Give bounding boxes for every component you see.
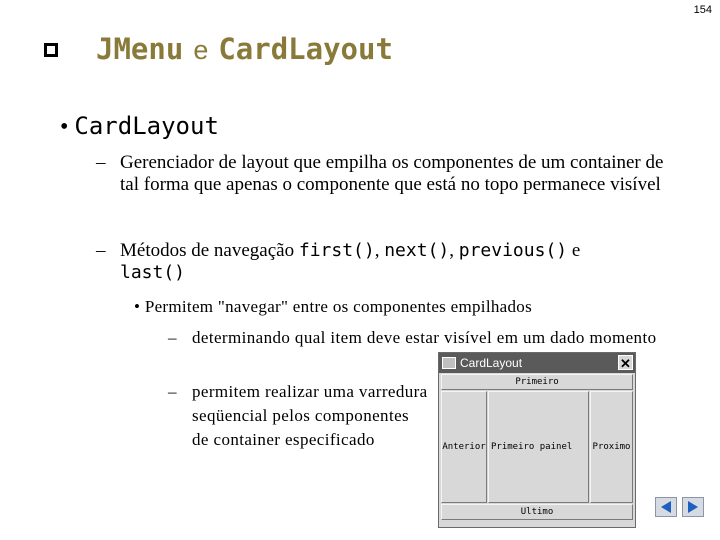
triangle-left-icon [659, 500, 673, 514]
dash: – [168, 382, 177, 401]
item-description-text: Gerenciador de layout que empilha os componentes de um container de tal forma que apenas o componente que está no topo permanece visível [120, 152, 664, 195]
slide-navigation [655, 497, 704, 517]
previous-slide-button[interactable] [655, 497, 677, 517]
title-part2: CardLayout [218, 32, 393, 66]
title-part1: JMenu [96, 32, 184, 66]
item-methods-text [120, 240, 676, 284]
cardlayout-window [438, 352, 636, 528]
method-next: next() [384, 240, 450, 261]
sub-item-2-text: permitem realizar uma varredura seqüencial pelos componentes de container especificado [192, 382, 428, 449]
slide-title [44, 32, 393, 66]
button-north[interactable]: Primeiro [441, 374, 633, 390]
page-number: 154 [693, 4, 712, 16]
sep: , [449, 240, 459, 261]
sub-item-1-text: determinando qual item deve estar visível em um dado momento [192, 328, 657, 347]
methods-prefix: Métodos de navegação [120, 240, 299, 261]
method-first: first() [298, 240, 375, 261]
method-last: last() [120, 262, 186, 283]
sub-item-1 [168, 326, 668, 350]
item-methods [96, 240, 676, 284]
sub-bullet-dot: • [134, 297, 141, 316]
title-text [96, 32, 393, 66]
window-title: CardLayout [460, 356, 523, 370]
dash: – [96, 152, 106, 173]
method-previous: previous() [458, 240, 568, 261]
title-conj: e [193, 35, 209, 65]
sep: , [374, 240, 385, 261]
square-bullet-icon [44, 43, 58, 57]
button-center[interactable]: Primeiro painel [488, 391, 589, 503]
button-south[interactable]: Ultimo [441, 504, 633, 520]
sub-bullet [134, 297, 532, 317]
sub-item-2 [168, 380, 430, 452]
button-west[interactable]: Anterior [441, 391, 487, 503]
bullet-cardlayout [60, 112, 219, 141]
dash: – [96, 240, 106, 261]
window-icon [442, 357, 456, 369]
sub-bullet-text: Permitem "navegar" entre os componentes empilhados [144, 297, 533, 316]
dash: – [168, 328, 177, 347]
window-titlebar[interactable] [439, 353, 635, 373]
button-east[interactable]: Proximo [590, 391, 633, 503]
close-icon[interactable]: ✕ [618, 355, 633, 370]
triangle-right-icon [686, 500, 700, 514]
bullet-dot: • [60, 114, 69, 140]
conj: e [567, 240, 581, 261]
next-slide-button[interactable] [682, 497, 704, 517]
bullet-cardlayout-text: CardLayout [74, 112, 219, 140]
item-description [96, 152, 676, 196]
